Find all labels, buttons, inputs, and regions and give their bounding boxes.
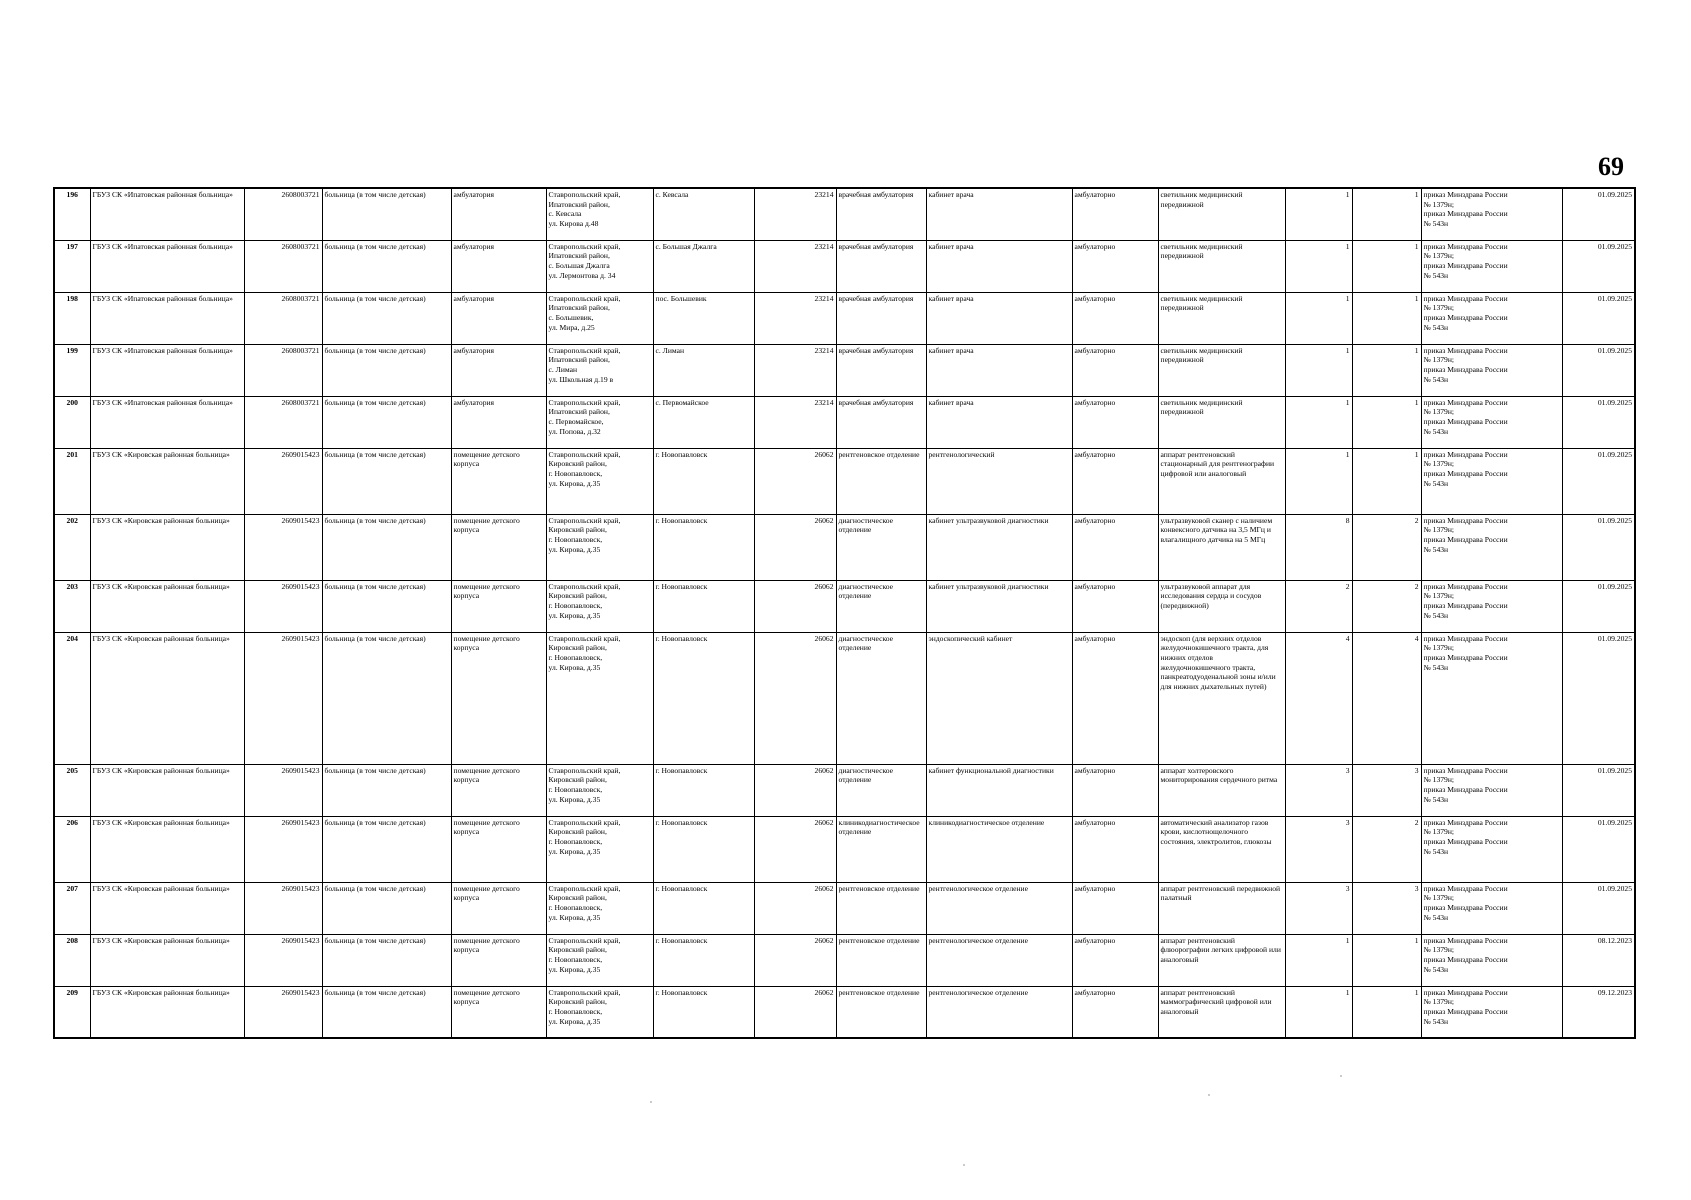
cell-row-number: 206	[54, 816, 90, 882]
cell-address: Ставропольский край, Ипатовский район, с. Первомайское, ул. Попова, д.32	[546, 396, 653, 448]
cell-premises: помещение детского корпуса	[451, 580, 546, 632]
cell-due-date: 01.09.2025	[1562, 396, 1635, 448]
cell-equipment-name: светильник медицинский передвижной	[1158, 396, 1285, 448]
cell-care-mode: амбулаторно	[1072, 986, 1158, 1038]
cell-regulation-basis: приказ Минздрава России № 1379н; приказ Минздрава России № 543н	[1421, 292, 1562, 344]
cell-room: кабинет ультразвуковой диагностики	[926, 514, 1072, 580]
cell-department: рентгеновское отделение	[836, 934, 926, 986]
cell-inn-code: 2609015423	[244, 764, 322, 816]
cell-row-number: 204	[54, 632, 90, 764]
cell-care-mode: амбулаторно	[1072, 514, 1158, 580]
cell-qty-available: 1	[1352, 986, 1421, 1038]
cell-equipment-name: аппарат холтеровского мониторирования сердечного ритма	[1158, 764, 1285, 816]
cell-row-number: 200	[54, 396, 90, 448]
cell-oktmo-code: 23214	[754, 188, 836, 240]
cell-organization-name: ГБУЗ СК «Ипатовская районная больница»	[90, 240, 244, 292]
cell-oktmo-code: 26062	[754, 448, 836, 514]
cell-locality: г. Новопавловск	[653, 882, 754, 934]
cell-regulation-basis: приказ Минздрава России № 1379н; приказ Минздрава России № 543н	[1421, 396, 1562, 448]
cell-care-mode: амбулаторно	[1072, 882, 1158, 934]
cell-facility-type: больница (в том числе детская)	[322, 396, 451, 448]
cell-department: врачебная амбулатория	[836, 292, 926, 344]
table-row	[54, 816, 1635, 882]
cell-department: рентгеновское отделение	[836, 448, 926, 514]
cell-due-date: 01.09.2025	[1562, 514, 1635, 580]
cell-room: клиникодиагностическое отделение	[926, 816, 1072, 882]
cell-regulation-basis: приказ Минздрава России № 1379н; приказ Минздрава России № 543н	[1421, 882, 1562, 934]
cell-premises: амбулатория	[451, 344, 546, 396]
cell-regulation-basis: приказ Минздрава России № 1379н; приказ Минздрава России № 543н	[1421, 632, 1562, 764]
cell-facility-type: больница (в том числе детская)	[322, 344, 451, 396]
cell-department: врачебная амбулатория	[836, 344, 926, 396]
cell-care-mode: амбулаторно	[1072, 396, 1158, 448]
cell-qty-required: 3	[1285, 816, 1352, 882]
cell-due-date: 01.09.2025	[1562, 580, 1635, 632]
cell-premises: помещение детского корпуса	[451, 514, 546, 580]
cell-care-mode: амбулаторно	[1072, 816, 1158, 882]
cell-inn-code: 2609015423	[244, 816, 322, 882]
cell-facility-type: больница (в том числе детская)	[322, 632, 451, 764]
cell-inn-code: 2609015423	[244, 580, 322, 632]
cell-facility-type: больница (в том числе детская)	[322, 514, 451, 580]
cell-facility-type: больница (в том числе детская)	[322, 986, 451, 1038]
cell-address: Ставропольский край, Кировский район, г. Новопавловск, ул. Кирова, д.35	[546, 986, 653, 1038]
cell-address: Ставропольский край, Ипатовский район, с. Большая Джалга ул. Лермонтова д. 34	[546, 240, 653, 292]
cell-organization-name: ГБУЗ СК «Кировская районная больница»	[90, 632, 244, 764]
cell-qty-available: 2	[1352, 816, 1421, 882]
cell-department: рентгеновское отделение	[836, 986, 926, 1038]
cell-equipment-name: светильник медицинский передвижной	[1158, 188, 1285, 240]
cell-room: рентгенологическое отделение	[926, 882, 1072, 934]
cell-qty-required: 1	[1285, 934, 1352, 986]
cell-row-number: 197	[54, 240, 90, 292]
cell-room: кабинет врача	[926, 188, 1072, 240]
cell-locality: г. Новопавловск	[653, 514, 754, 580]
cell-qty-required: 1	[1285, 448, 1352, 514]
cell-qty-available: 1	[1352, 396, 1421, 448]
cell-care-mode: амбулаторно	[1072, 188, 1158, 240]
cell-care-mode: амбулаторно	[1072, 292, 1158, 344]
table-row	[54, 934, 1635, 986]
cell-department: врачебная амбулатория	[836, 396, 926, 448]
cell-equipment-name: ультразвуковой аппарат для исследования сердца и сосудов (передвижной)	[1158, 580, 1285, 632]
cell-oktmo-code: 23214	[754, 344, 836, 396]
cell-locality: пос. Большевик	[653, 292, 754, 344]
cell-locality: г. Новопавловск	[653, 816, 754, 882]
cell-premises: помещение детского корпуса	[451, 816, 546, 882]
table-row	[54, 764, 1635, 816]
cell-qty-available: 4	[1352, 632, 1421, 764]
cell-oktmo-code: 26062	[754, 764, 836, 816]
cell-equipment-name: эндоскоп (для верхних отделов желудочнокишечного тракта, для нижних отделов желудочнокишечного тракта, панкреатодуоденальной зоны и/или для нижних дыхательных путей)	[1158, 632, 1285, 764]
cell-oktmo-code: 26062	[754, 986, 836, 1038]
cell-room: кабинет врача	[926, 344, 1072, 396]
cell-equipment-name: аппарат рентгеновский передвижной палатный	[1158, 882, 1285, 934]
cell-premises: амбулатория	[451, 188, 546, 240]
cell-room: кабинет функциональной диагностики	[926, 764, 1072, 816]
cell-regulation-basis: приказ Минздрава России № 1379н; приказ Минздрава России № 543н	[1421, 934, 1562, 986]
cell-qty-required: 2	[1285, 580, 1352, 632]
cell-facility-type: больница (в том числе детская)	[322, 882, 451, 934]
cell-oktmo-code: 26062	[754, 882, 836, 934]
scan-speck	[963, 1164, 965, 1166]
cell-premises: помещение детского корпуса	[451, 632, 546, 764]
cell-qty-available: 1	[1352, 448, 1421, 514]
table-row	[54, 448, 1635, 514]
cell-facility-type: больница (в том числе детская)	[322, 188, 451, 240]
cell-oktmo-code: 23214	[754, 240, 836, 292]
cell-department: диагностическое отделение	[836, 514, 926, 580]
cell-facility-type: больница (в том числе детская)	[322, 934, 451, 986]
cell-inn-code: 2608003721	[244, 240, 322, 292]
cell-inn-code: 2609015423	[244, 934, 322, 986]
cell-premises: амбулатория	[451, 396, 546, 448]
cell-organization-name: ГБУЗ СК «Кировская районная больница»	[90, 448, 244, 514]
cell-premises: помещение детского корпуса	[451, 882, 546, 934]
cell-row-number: 208	[54, 934, 90, 986]
cell-qty-required: 1	[1285, 188, 1352, 240]
cell-department: диагностическое отделение	[836, 580, 926, 632]
cell-qty-available: 1	[1352, 188, 1421, 240]
equipment-registry-table	[53, 187, 1636, 1039]
cell-qty-available: 1	[1352, 344, 1421, 396]
cell-premises: помещение детского корпуса	[451, 448, 546, 514]
cell-organization-name: ГБУЗ СК «Ипатовская районная больница»	[90, 396, 244, 448]
cell-department: диагностическое отделение	[836, 764, 926, 816]
cell-organization-name: ГБУЗ СК «Ипатовская районная больница»	[90, 344, 244, 396]
cell-regulation-basis: приказ Минздрава России № 1379н; приказ Минздрава России № 543н	[1421, 448, 1562, 514]
cell-department: рентгеновское отделение	[836, 882, 926, 934]
cell-organization-name: ГБУЗ СК «Ипатовская районная больница»	[90, 188, 244, 240]
cell-inn-code: 2609015423	[244, 632, 322, 764]
scan-speck	[1208, 1094, 1210, 1096]
cell-facility-type: больница (в том числе детская)	[322, 292, 451, 344]
cell-room: кабинет врача	[926, 396, 1072, 448]
table-row	[54, 344, 1635, 396]
cell-row-number: 196	[54, 188, 90, 240]
cell-inn-code: 2608003721	[244, 292, 322, 344]
cell-care-mode: амбулаторно	[1072, 632, 1158, 764]
cell-room: кабинет врача	[926, 240, 1072, 292]
cell-equipment-name: светильник медицинский передвижной	[1158, 292, 1285, 344]
cell-facility-type: больница (в том числе детская)	[322, 764, 451, 816]
cell-due-date: 01.09.2025	[1562, 632, 1635, 764]
cell-locality: г. Новопавловск	[653, 580, 754, 632]
cell-equipment-name: светильник медицинский передвижной	[1158, 344, 1285, 396]
page-number: 69	[1598, 152, 1624, 181]
cell-facility-type: больница (в том числе детская)	[322, 816, 451, 882]
cell-organization-name: ГБУЗ СК «Кировская районная больница»	[90, 764, 244, 816]
cell-regulation-basis: приказ Минздрава России № 1379н; приказ Минздрава России № 543н	[1421, 344, 1562, 396]
cell-organization-name: ГБУЗ СК «Кировская районная больница»	[90, 580, 244, 632]
cell-regulation-basis: приказ Минздрава России № 1379н; приказ Минздрава России № 543н	[1421, 764, 1562, 816]
cell-address: Ставропольский край, Ипатовский район, с. Большевик, ул. Мира, д.25	[546, 292, 653, 344]
cell-due-date: 01.09.2025	[1562, 188, 1635, 240]
cell-room: эндоскопический кабинет	[926, 632, 1072, 764]
cell-qty-required: 8	[1285, 514, 1352, 580]
cell-due-date: 01.09.2025	[1562, 816, 1635, 882]
cell-organization-name: ГБУЗ СК «Ипатовская районная больница»	[90, 292, 244, 344]
cell-address: Ставропольский край, Кировский район, г. Новопавловск, ул. Кирова, д.35	[546, 882, 653, 934]
cell-room: рентгенологический	[926, 448, 1072, 514]
cell-address: Ставропольский край, Ипатовский район, с. Кевсала ул. Кирова д.48	[546, 188, 653, 240]
cell-due-date: 01.09.2025	[1562, 240, 1635, 292]
cell-room: рентгенологическое отделение	[926, 934, 1072, 986]
cell-locality: г. Новопавловск	[653, 632, 754, 764]
cell-address: Ставропольский край, Кировский район, г. Новопавловск, ул. Кирова, д.35	[546, 448, 653, 514]
cell-facility-type: больница (в том числе детская)	[322, 580, 451, 632]
cell-row-number: 202	[54, 514, 90, 580]
cell-care-mode: амбулаторно	[1072, 934, 1158, 986]
cell-due-date: 01.09.2025	[1562, 448, 1635, 514]
scan-speck	[650, 1101, 652, 1103]
cell-qty-required: 4	[1285, 632, 1352, 764]
cell-due-date: 01.09.2025	[1562, 292, 1635, 344]
table-row	[54, 514, 1635, 580]
cell-qty-required: 1	[1285, 344, 1352, 396]
cell-premises: амбулатория	[451, 240, 546, 292]
cell-inn-code: 2609015423	[244, 448, 322, 514]
cell-qty-required: 3	[1285, 764, 1352, 816]
cell-oktmo-code: 26062	[754, 816, 836, 882]
cell-qty-required: 1	[1285, 986, 1352, 1038]
cell-locality: г. Новопавловск	[653, 934, 754, 986]
cell-address: Ставропольский край, Кировский район, г. Новопавловск, ул. Кирова, д.35	[546, 632, 653, 764]
cell-department: диагностическое отделение	[836, 632, 926, 764]
cell-address: Ставропольский край, Ипатовский район, с. Лиман ул. Школьная д.19 в	[546, 344, 653, 396]
cell-department: врачебная амбулатория	[836, 240, 926, 292]
cell-oktmo-code: 26062	[754, 934, 836, 986]
table-row	[54, 986, 1635, 1038]
cell-oktmo-code: 23214	[754, 292, 836, 344]
cell-locality: с. Лиман	[653, 344, 754, 396]
cell-premises: амбулатория	[451, 292, 546, 344]
cell-row-number: 203	[54, 580, 90, 632]
cell-department: врачебная амбулатория	[836, 188, 926, 240]
cell-equipment-name: автоматический анализатор газов крови, кислотнощелочного состояния, электролитов, глюкозы	[1158, 816, 1285, 882]
table-row	[54, 396, 1635, 448]
cell-due-date: 09.12.2023	[1562, 986, 1635, 1038]
table-row	[54, 882, 1635, 934]
cell-row-number: 209	[54, 986, 90, 1038]
cell-inn-code: 2608003721	[244, 396, 322, 448]
cell-room: рентгенологическое отделение	[926, 986, 1072, 1038]
table-row	[54, 632, 1635, 764]
cell-premises: помещение детского корпуса	[451, 934, 546, 986]
cell-qty-available: 1	[1352, 240, 1421, 292]
table-row	[54, 188, 1635, 240]
cell-organization-name: ГБУЗ СК «Кировская районная больница»	[90, 816, 244, 882]
cell-qty-available: 1	[1352, 934, 1421, 986]
cell-department: клиникодиагностическое отделение	[836, 816, 926, 882]
cell-facility-type: больница (в том числе детская)	[322, 240, 451, 292]
cell-due-date: 01.09.2025	[1562, 882, 1635, 934]
cell-premises: помещение детского корпуса	[451, 764, 546, 816]
cell-row-number: 207	[54, 882, 90, 934]
cell-regulation-basis: приказ Минздрава России № 1379н; приказ Минздрава России № 543н	[1421, 580, 1562, 632]
cell-inn-code: 2608003721	[244, 344, 322, 396]
cell-equipment-name: аппарат рентгеновский флюорографии легких цифровой или аналоговый	[1158, 934, 1285, 986]
cell-locality: с. Первомайское	[653, 396, 754, 448]
cell-qty-available: 1	[1352, 292, 1421, 344]
cell-equipment-name: аппарат рентгеновский маммографический цифровой или аналоговый	[1158, 986, 1285, 1038]
cell-address: Ставропольский край, Кировский район, г. Новопавловск, ул. Кирова, д.35	[546, 934, 653, 986]
cell-regulation-basis: приказ Минздрава России № 1379н; приказ Минздрава России № 543н	[1421, 514, 1562, 580]
cell-oktmo-code: 26062	[754, 514, 836, 580]
cell-qty-available: 2	[1352, 580, 1421, 632]
cell-regulation-basis: приказ Минздрава России № 1379н; приказ Минздрава России № 543н	[1421, 188, 1562, 240]
cell-regulation-basis: приказ Минздрава России № 1379н; приказ Минздрава России № 543н	[1421, 986, 1562, 1038]
cell-premises: помещение детского корпуса	[451, 986, 546, 1038]
cell-address: Ставропольский край, Кировский район, г. Новопавловск, ул. Кирова, д.35	[546, 816, 653, 882]
cell-inn-code: 2609015423	[244, 514, 322, 580]
cell-inn-code: 2609015423	[244, 986, 322, 1038]
cell-organization-name: ГБУЗ СК «Кировская районная больница»	[90, 514, 244, 580]
cell-room: кабинет ультразвуковой диагностики	[926, 580, 1072, 632]
cell-row-number: 199	[54, 344, 90, 396]
table-row	[54, 292, 1635, 344]
cell-oktmo-code: 23214	[754, 396, 836, 448]
table-row	[54, 580, 1635, 632]
cell-inn-code: 2608003721	[244, 188, 322, 240]
cell-locality: с. Большая Джалга	[653, 240, 754, 292]
cell-qty-available: 3	[1352, 764, 1421, 816]
cell-locality: г. Новопавловск	[653, 764, 754, 816]
cell-row-number: 198	[54, 292, 90, 344]
cell-qty-required: 1	[1285, 396, 1352, 448]
cell-oktmo-code: 26062	[754, 632, 836, 764]
cell-organization-name: ГБУЗ СК «Кировская районная больница»	[90, 986, 244, 1038]
cell-qty-available: 3	[1352, 882, 1421, 934]
cell-care-mode: амбулаторно	[1072, 764, 1158, 816]
cell-locality: с. Кевсала	[653, 188, 754, 240]
cell-row-number: 205	[54, 764, 90, 816]
cell-care-mode: амбулаторно	[1072, 580, 1158, 632]
cell-room: кабинет врача	[926, 292, 1072, 344]
cell-equipment-name: ультразвуковой сканер с наличием конвексного датчика на 3,5 МГц и влагалищного датчика на 5 МГц	[1158, 514, 1285, 580]
cell-due-date: 08.12.2023	[1562, 934, 1635, 986]
cell-qty-required: 1	[1285, 240, 1352, 292]
cell-address: Ставропольский край, Кировский район, г. Новопавловск, ул. Кирова, д.35	[546, 764, 653, 816]
cell-qty-required: 3	[1285, 882, 1352, 934]
cell-organization-name: ГБУЗ СК «Кировская районная больница»	[90, 934, 244, 986]
cell-due-date: 01.09.2025	[1562, 764, 1635, 816]
cell-care-mode: амбулаторно	[1072, 448, 1158, 514]
cell-equipment-name: аппарат рентгеновский стационарный для рентгенографии цифровой или аналоговый	[1158, 448, 1285, 514]
cell-locality: г. Новопавловск	[653, 448, 754, 514]
cell-facility-type: больница (в том числе детская)	[322, 448, 451, 514]
cell-inn-code: 2609015423	[244, 882, 322, 934]
cell-oktmo-code: 26062	[754, 580, 836, 632]
cell-regulation-basis: приказ Минздрава России № 1379н; приказ Минздрава России № 543н	[1421, 240, 1562, 292]
cell-qty-required: 1	[1285, 292, 1352, 344]
cell-due-date: 01.09.2025	[1562, 344, 1635, 396]
cell-organization-name: ГБУЗ СК «Кировская районная больница»	[90, 882, 244, 934]
table-row	[54, 240, 1635, 292]
cell-care-mode: амбулаторно	[1072, 240, 1158, 292]
cell-equipment-name: светильник медицинский передвижной	[1158, 240, 1285, 292]
cell-qty-available: 2	[1352, 514, 1421, 580]
cell-address: Ставропольский край, Кировский район, г. Новопавловск, ул. Кирова, д.35	[546, 514, 653, 580]
cell-row-number: 201	[54, 448, 90, 514]
cell-care-mode: амбулаторно	[1072, 344, 1158, 396]
cell-address: Ставропольский край, Кировский район, г. Новопавловск, ул. Кирова, д.35	[546, 580, 653, 632]
scan-speck	[1340, 1075, 1342, 1077]
cell-regulation-basis: приказ Минздрава России № 1379н; приказ Минздрава России № 543н	[1421, 816, 1562, 882]
cell-locality: г. Новопавловск	[653, 986, 754, 1038]
